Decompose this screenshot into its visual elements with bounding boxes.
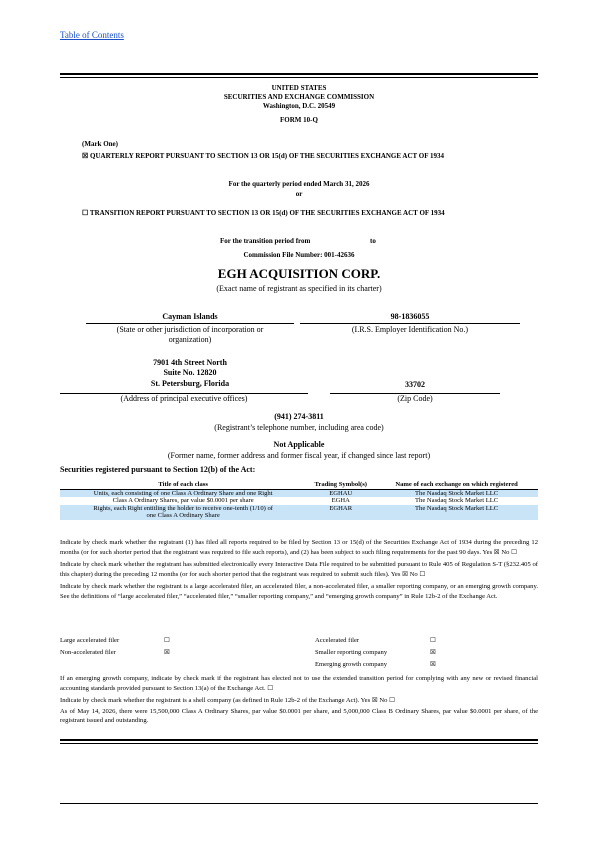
quarterly-period: For the quarterly period ended March 31, 2026 [228, 180, 370, 188]
paragraph-reports-filed: Indicate by check mark whether the registrant (1) has filed all reports required to be filed by Section 13 or 15(d) of the Securities Exchange Act of 1934 during the preceding 12 months (or for such shorter period that the registrant was required to file such reports), and (2) has been subject to such filing requirements for the past 90 days. Yes ☒ No ☐ [60, 539, 538, 556]
former-name: Not Applicable [273, 440, 325, 449]
zip-code: 33702 [405, 380, 425, 389]
jurisdiction-rule [86, 323, 294, 324]
table-row: Rights, each Right entitling the holder to receive one-tenth (1/10) of one Class A Ordinary Share EGHAR The Nasdaq Stock Market LLC [60, 505, 538, 520]
address-line3: St. Petersburg, Florida [150, 378, 230, 388]
irs-rule [300, 323, 520, 324]
paragraph-shares-outstanding: As of May 14, 2026, there were 15,500,000 Class A Ordinary Shares, par value $0.0001 per share, and 5,000,000 Class B Ordinary Shares, par value $0.0001 per share, of the registrant issued and outstanding. [60, 707, 538, 725]
header-line2: SECURITIES AND EXCHANGE COMMISSION [223, 93, 375, 102]
footer-rule [60, 803, 538, 804]
smaller-reporting-company-label: Smaller reporting company [315, 649, 388, 656]
form-type: FORM 10-Q [280, 116, 318, 125]
col-exchange-header: Name of each exchange on which registered [395, 481, 518, 488]
non-accelerated-filer-label: Non-accelerated filer [60, 649, 116, 656]
phone: (941) 274-3811 [274, 412, 324, 421]
header-line1: UNITED STATES [271, 84, 327, 92]
top-rule [60, 73, 538, 75]
quarterly-report: ☒ QUARTERLY REPORT PURSUANT TO SECTION 13 OR 15(d) OF THE SECURITIES EXCHANGE ACT OF 1934 [82, 152, 445, 160]
paragraph-filer-status: Indicate by check mark whether the registrant is a large accelerated filer, an accelerated filer, a non-accelerated filer, a smaller reporting company, or an emerging growth company. See the definitions of “large accelerated filer,” “accelerated filer,” “smaller reporting company,” and “emerging growth company” in Rule 12b-2 of the Exchange Act. [60, 583, 538, 600]
smaller-reporting-company-checkbox[interactable]: ☒ [430, 649, 436, 656]
emerging-growth-company-label: Emerging growth company [315, 661, 388, 668]
address-caption: (Address of principal executive offices) [120, 394, 248, 403]
large-accelerated-filer-checkbox[interactable]: ☐ [164, 637, 170, 644]
table-of-contents-link[interactable]: Table of Contents [60, 30, 124, 40]
address-line2: Suite No. 12820 [163, 368, 217, 378]
paragraph-interactive-data: Indicate by check mark whether the registrant has submitted electronically every Interactive Data File required to be submitted pursuant to Rule 405 of Regulation S-T (§232.405 of this chapter) during the preceding 12 months (or for such shorter period that the registrant was required to submit such files). Yes ☒ No ☐ [60, 561, 538, 578]
large-accelerated-filer-label: Large accelerated filer [60, 637, 120, 644]
address-line1: 7901 4th Street North [153, 358, 227, 367]
col-title-header: Title of each class [158, 481, 208, 488]
col-symbol-header: Trading Symbol(s) [314, 481, 367, 488]
securities-table [60, 481, 538, 520]
accelerated-filer-label: Accelerated filer [315, 637, 360, 644]
or-text: or [295, 190, 303, 198]
irs-caption: (I.R.S. Employer Identification No.) [351, 325, 469, 334]
header-line3: Washington, D.C. 20549 [262, 102, 336, 111]
accelerated-filer-checkbox[interactable]: ☐ [430, 637, 436, 644]
non-accelerated-filer-checkbox[interactable]: ☒ [164, 649, 170, 656]
irs-number: 98-1836055 [390, 312, 430, 321]
transition-period-to: to [370, 237, 376, 245]
commission-file-number: Commission File Number: 001-42636 [243, 251, 355, 259]
transition-period-from: For the transition period from [220, 237, 311, 245]
transition-report: ☐ TRANSITION REPORT PURSUANT TO SECTION 13 OR 15(d) OF THE SECURITIES EXCHANGE ACT OF 1934 [82, 209, 445, 217]
top-rule-thin [60, 77, 538, 78]
phone-caption: (Registrant’s telephone number, including area code) [214, 423, 384, 432]
section-12b-heading: Securities registered pursuant to Section 12(b) of the Act: [60, 465, 256, 474]
jurisdiction: Cayman Islands [162, 312, 218, 321]
company-name: EGH ACQUISITION CORP. [217, 266, 381, 281]
company-name-caption: (Exact name of registrant as specified in its charter) [216, 284, 382, 293]
paragraph-shell-company: Indicate by check mark whether the registrant is a shell company (as defined in Rule 12b-2 of the Exchange Act). Yes ☒ No ☐ [60, 697, 396, 705]
bottom-rule [60, 739, 538, 741]
paragraph-transition-period: If an emerging growth company, indicate by check mark if the registrant has elected not to use the extended transition period for complying with any new or revised financial accounting standards provided pursuant to Section 13(a) of the Exchange Act. ☐ [60, 675, 538, 692]
table-row: Class A Ordinary Shares, par value $0.0001 per share EGHA The Nasdaq Stock Market LLC [112, 497, 499, 505]
table-row: Units, each consisting of one Class A Ordinary Share and one Right EGHAU The Nasdaq Stock Market LLC [60, 489, 538, 497]
former-name-caption: (Former name, former address and former fiscal year, if changed since last report) [167, 451, 431, 460]
emerging-growth-company-checkbox[interactable]: ☒ [430, 661, 436, 668]
mark-one: (Mark One) [82, 140, 118, 148]
zip-caption: (Zip Code) [397, 394, 433, 403]
jurisdiction-caption: (State or other jurisdiction of incorporation or organization) [116, 325, 264, 345]
bottom-rule-thin [60, 743, 538, 744]
